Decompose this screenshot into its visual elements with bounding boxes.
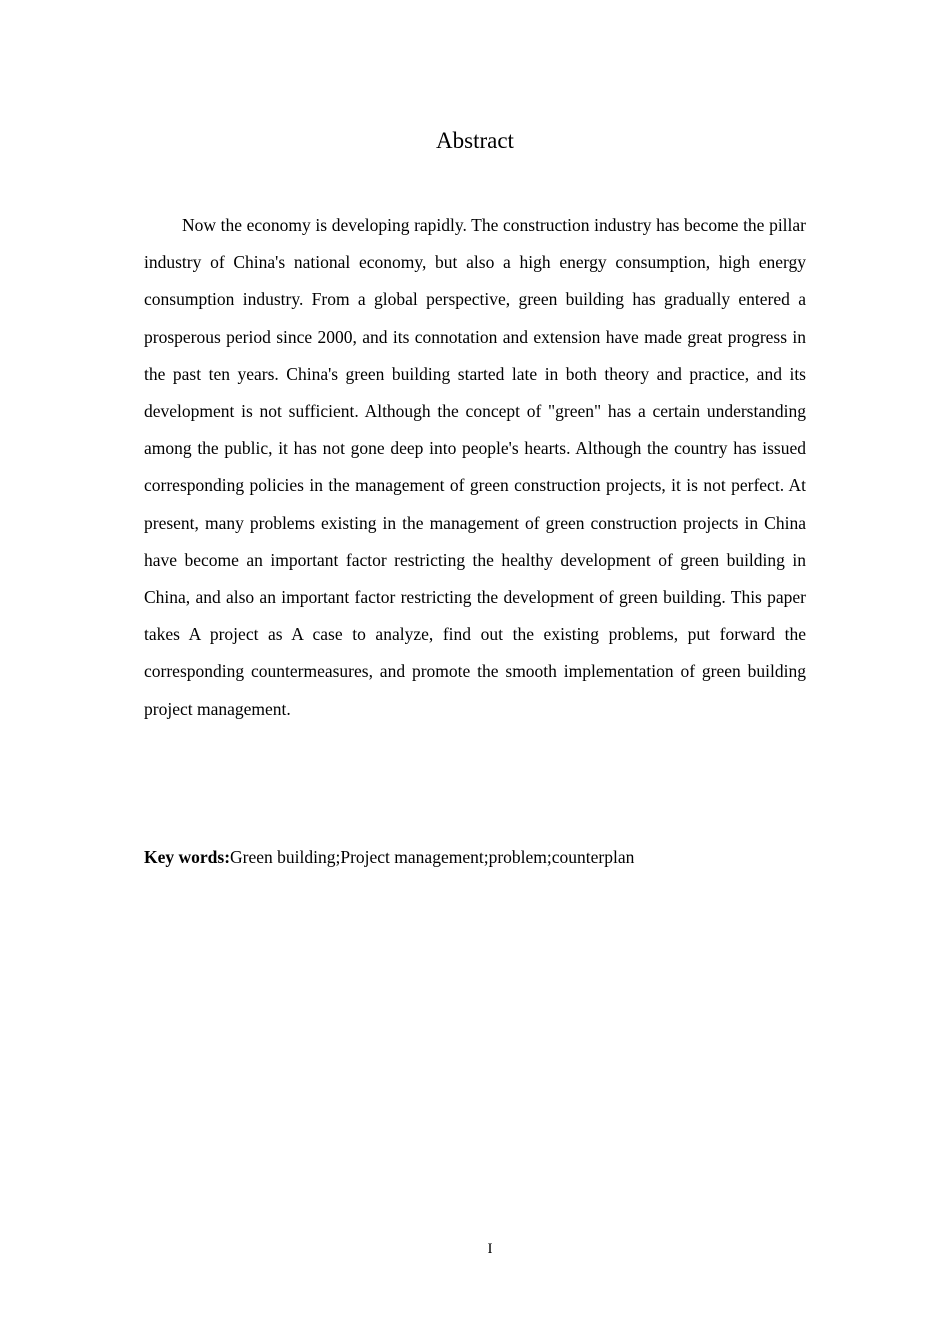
keywords-line: [144, 843, 806, 871]
page-number: I: [487, 1241, 493, 1257]
keywords-value: Green building;Project management;problem;counterplan: [230, 847, 635, 867]
abstract-title: Abstract: [436, 128, 514, 153]
keywords-label: Key words:: [144, 847, 231, 867]
abstract-body: Now the economy is developing rapidly. The construction industry has become the pillar industry of China's national economy, but also a high energy consumption, high energy consumption industry. From a global perspective, green building has gradually entered a prosperous period since 2000, and its connotation and extension have made great progress in the past ten years. China's green building started late in both theory and practice, and its development is not sufficient. Although the concept of "green" has a certain understanding among the public, it has not gone deep into people's hearts. Although the country has issued corresponding policies in the management of green construction projects, it is not perfect. At present, many problems existing in the management of green construction projects in China have become an important factor restricting the healthy development of green building in China, and also an important factor restricting the development of green building. This paper takes A project as A case to analyze, find out the existing problems, put forward the corresponding countermeasures, and promote the smooth implementation of green building project management.: [144, 215, 806, 719]
